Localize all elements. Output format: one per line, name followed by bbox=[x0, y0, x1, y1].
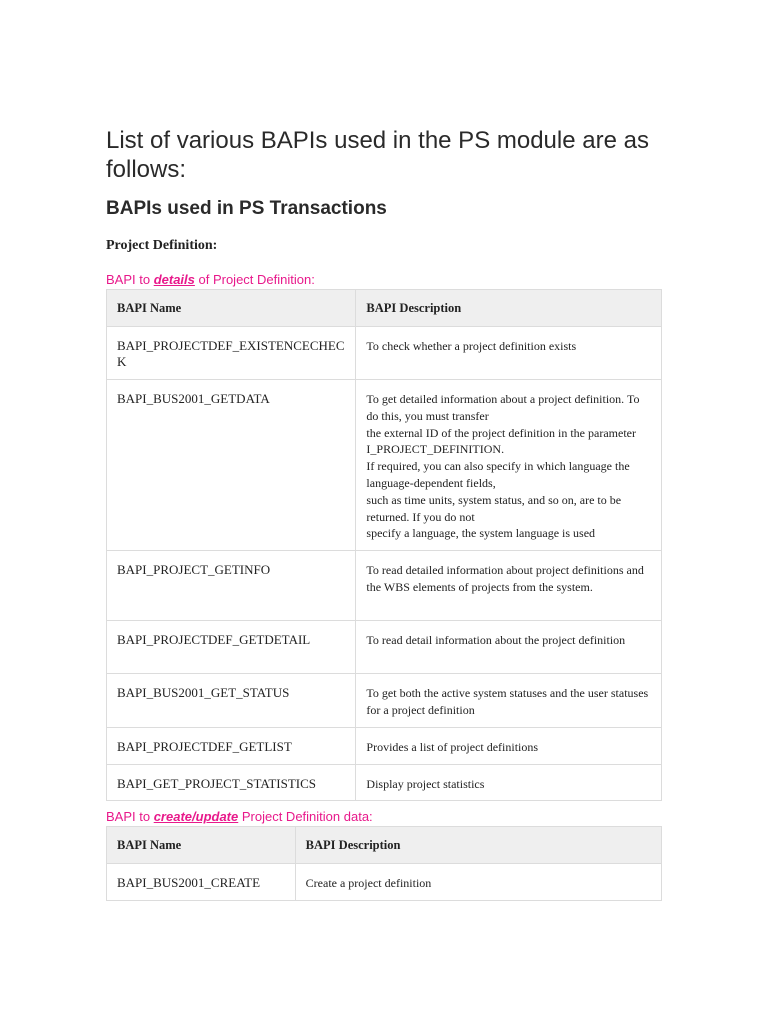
bapi-description bbox=[295, 864, 661, 901]
column-header-description: BAPI Description bbox=[356, 290, 662, 327]
description-line: Display project statistics bbox=[366, 776, 485, 791]
bapi-description bbox=[356, 727, 662, 764]
table2-caption bbox=[106, 809, 373, 825]
table1-caption-prefix: BAPI to bbox=[106, 272, 154, 287]
description-line: To get both the active system statuses and the user statuses for a project definition bbox=[366, 686, 649, 717]
page-title: List of various BAPIs used in the PS module are as follows: bbox=[106, 127, 649, 183]
subsection-heading: Project Definition: bbox=[106, 238, 218, 253]
table1-caption bbox=[106, 272, 315, 288]
bapi-name: BAPI_BUS2001_CREATE bbox=[107, 864, 296, 901]
column-header-name: BAPI Name bbox=[107, 827, 296, 864]
description-line: To check whether a project definition exists bbox=[366, 339, 577, 353]
description-line: such as time units, system status, and so on, are to be returned. If you do not bbox=[366, 492, 622, 524]
column-header-description: BAPI Description bbox=[295, 827, 661, 864]
table1-caption-suffix: of Project Definition: bbox=[194, 272, 315, 287]
description-line: specify a language, the system language is used bbox=[366, 526, 596, 541]
description-line: To read detailed information about project definitions and the WBS elements of projects from the system. bbox=[366, 563, 644, 594]
description-line: the external ID of the project definition in the parameter I_PROJECT_DEFINITION. bbox=[366, 425, 636, 457]
project-definition-details-table bbox=[106, 289, 662, 801]
table-row bbox=[107, 551, 662, 621]
table-row bbox=[107, 764, 662, 801]
bapi-name: BAPI_PROJECT_GETINFO bbox=[107, 551, 356, 621]
table2-caption-prefix: BAPI to bbox=[106, 809, 154, 824]
section-heading: BAPIs used in PS Transactions bbox=[106, 198, 387, 219]
bapi-name: BAPI_PROJECTDEF_GETLIST bbox=[107, 727, 356, 764]
table1-caption-keyword: details bbox=[153, 272, 195, 287]
bapi-description bbox=[356, 674, 662, 728]
table-row bbox=[107, 674, 662, 728]
table2-caption-keyword: create/update bbox=[153, 809, 239, 824]
description-line: To get detailed information about a project definition. To do this, you must transfer bbox=[366, 392, 640, 423]
description-line: Create a project definition bbox=[305, 876, 432, 890]
table-row bbox=[107, 864, 662, 901]
project-definition-create-table bbox=[106, 826, 662, 901]
bapi-name: BAPI_GET_PROJECT_STATISTICS bbox=[107, 764, 356, 801]
column-header-name: BAPI Name bbox=[107, 290, 356, 327]
table-row bbox=[107, 380, 662, 551]
description-line: Provides a list of project definitions bbox=[366, 739, 539, 754]
bapi-description bbox=[356, 621, 662, 674]
bapi-description bbox=[356, 764, 662, 801]
table-row bbox=[107, 727, 662, 764]
bapi-name: BAPI_BUS2001_GETDATA bbox=[107, 380, 356, 551]
bapi-name: BAPI_PROJECTDEF_GETDETAIL bbox=[107, 621, 356, 674]
bapi-description bbox=[356, 327, 662, 380]
table-row bbox=[107, 327, 662, 380]
bapi-name: BAPI_PROJECTDEF_EXISTENCECHECK bbox=[107, 327, 356, 380]
bapi-description bbox=[356, 380, 662, 551]
description-line: If required, you can also specify in which language the language-dependent fields, bbox=[366, 459, 630, 490]
bapi-name: BAPI_BUS2001_GET_STATUS bbox=[107, 674, 356, 728]
table2-caption-suffix: Project Definition data: bbox=[238, 809, 373, 824]
table-header-row bbox=[107, 290, 662, 327]
bapi-description bbox=[356, 551, 662, 621]
table-row bbox=[107, 621, 662, 674]
table-header-row bbox=[107, 827, 662, 864]
description-line: To read detail information about the project definition bbox=[366, 633, 626, 648]
